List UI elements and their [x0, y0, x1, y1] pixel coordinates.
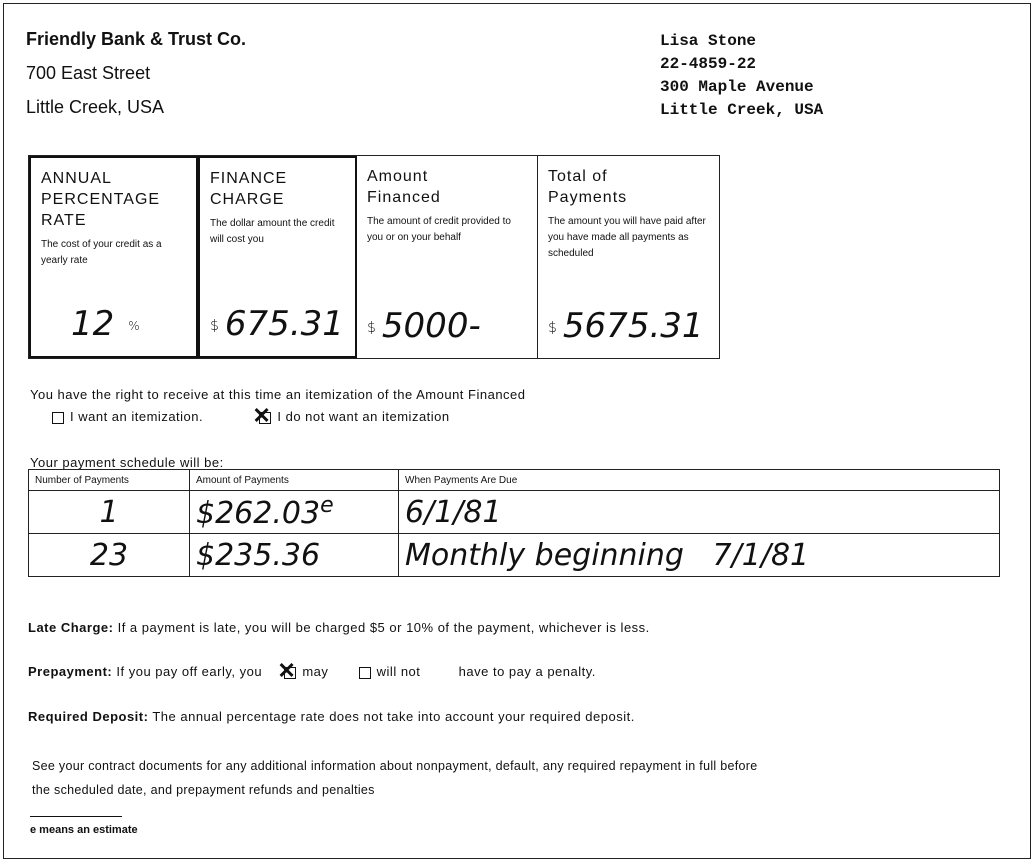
bank-address: [26, 22, 246, 124]
itemization-text: You have the right to receive at this time an itemization of the Amount Financed: [30, 387, 526, 402]
required-deposit-text: The annual percentage rate does not take into account your required deposit.: [152, 709, 635, 724]
finance-charge-value: $ 675.31: [210, 304, 344, 344]
table-row: [29, 491, 1000, 534]
amount-financed-box: [357, 156, 538, 358]
may-checkbox[interactable]: [284, 667, 296, 679]
row-when: 6/1/81: [399, 491, 1000, 534]
not-want-itemization-checkbox[interactable]: [259, 412, 271, 424]
total-payments-title-1: Total of: [548, 168, 608, 185]
apr-title-1: ANNUAL: [41, 170, 112, 187]
amount-financed-desc: The amount of credit provided to you or on your behalf: [367, 216, 511, 243]
prepayment-text-2: have to pay a penalty.: [458, 664, 596, 679]
bank-name: Friendly Bank & Trust Co.: [26, 29, 247, 49]
customer-address: [660, 30, 823, 122]
amount-financed-title-2: Financed: [367, 189, 441, 206]
prepayment-label: Prepayment:: [28, 664, 113, 679]
header-number: Number of Payments: [29, 470, 190, 491]
want-itemization-checkbox[interactable]: [52, 412, 64, 424]
finance-charge-box: [198, 156, 357, 358]
schedule-label: Your payment schedule will be:: [30, 455, 224, 470]
apr-desc: The cost of your credit as a yearly rate: [41, 239, 162, 266]
apr-title-2: PERCENTAGE: [41, 191, 161, 208]
finance-charge-title-2: CHARGE: [210, 191, 285, 208]
row-amount: $262.03e: [190, 491, 399, 534]
disclosure-box: [28, 155, 720, 359]
may-label: may: [302, 664, 329, 679]
late-charge-text: If a payment is late, you will be charged $5 or 10% of the payment, whichever is less.: [117, 620, 650, 635]
contract-note-line-1: See your contract documents for any additional information about nonpayment, default, any required repayment in full before: [32, 759, 758, 773]
customer-account: 22-4859-22: [660, 55, 757, 73]
row-amount: $235.36: [190, 534, 399, 577]
will-not-checkbox[interactable]: [359, 667, 371, 679]
document-frame: [3, 3, 1031, 859]
amount-financed-title-1: Amount: [367, 168, 429, 185]
total-payments-box: [538, 156, 719, 358]
prepayment-text-1: If you pay off early, you: [116, 664, 263, 679]
required-deposit-label: Required Deposit:: [28, 709, 149, 724]
payment-schedule-table: [28, 469, 1000, 577]
bank-city: Little Creek, USA: [26, 97, 165, 117]
row-number: 1: [29, 491, 190, 534]
apr-title-3: RATE: [41, 212, 87, 229]
row-number: 23: [29, 534, 190, 577]
row-when: Monthly beginning 7/1/81: [399, 534, 1000, 577]
want-itemization-label: I want an itemization.: [70, 409, 204, 424]
footnote: e means an estimate: [30, 824, 138, 836]
customer-city: Little Creek, USA: [660, 101, 824, 119]
header-amount: Amount of Payments: [190, 470, 399, 491]
amount-financed-value: $ 5000-: [367, 306, 481, 346]
customer-name: Lisa Stone: [660, 32, 757, 50]
itemization-options: [52, 409, 450, 424]
total-payments-title-2: Payments: [548, 189, 628, 206]
will-not-label: will not: [376, 664, 421, 679]
table-row: [29, 534, 1000, 577]
header-when: When Payments Are Due: [399, 470, 1000, 491]
customer-street: 300 Maple Avenue: [660, 78, 814, 96]
finance-charge-desc: The dollar amount the credit will cost you: [210, 218, 335, 245]
late-charge-line: [28, 620, 650, 635]
contract-note-line-2: the scheduled date, and prepayment refunds and penalties: [32, 783, 375, 797]
late-charge-label: Late Charge:: [28, 620, 114, 635]
total-payments-desc: The amount you will have paid after you have made all payments as scheduled: [548, 216, 706, 259]
not-want-itemization-label: I do not want an itemization: [277, 409, 450, 424]
bank-street: 700 East Street: [26, 63, 151, 83]
apr-box: [29, 156, 198, 358]
footnote-rule: [30, 816, 122, 817]
apr-value: 12 %: [71, 304, 140, 344]
contract-note: [32, 754, 758, 802]
finance-charge-title-1: FINANCE: [210, 170, 288, 187]
prepayment-line: [28, 664, 596, 679]
required-deposit-line: [28, 709, 635, 724]
total-payments-value: $ 5675.31: [548, 306, 704, 346]
